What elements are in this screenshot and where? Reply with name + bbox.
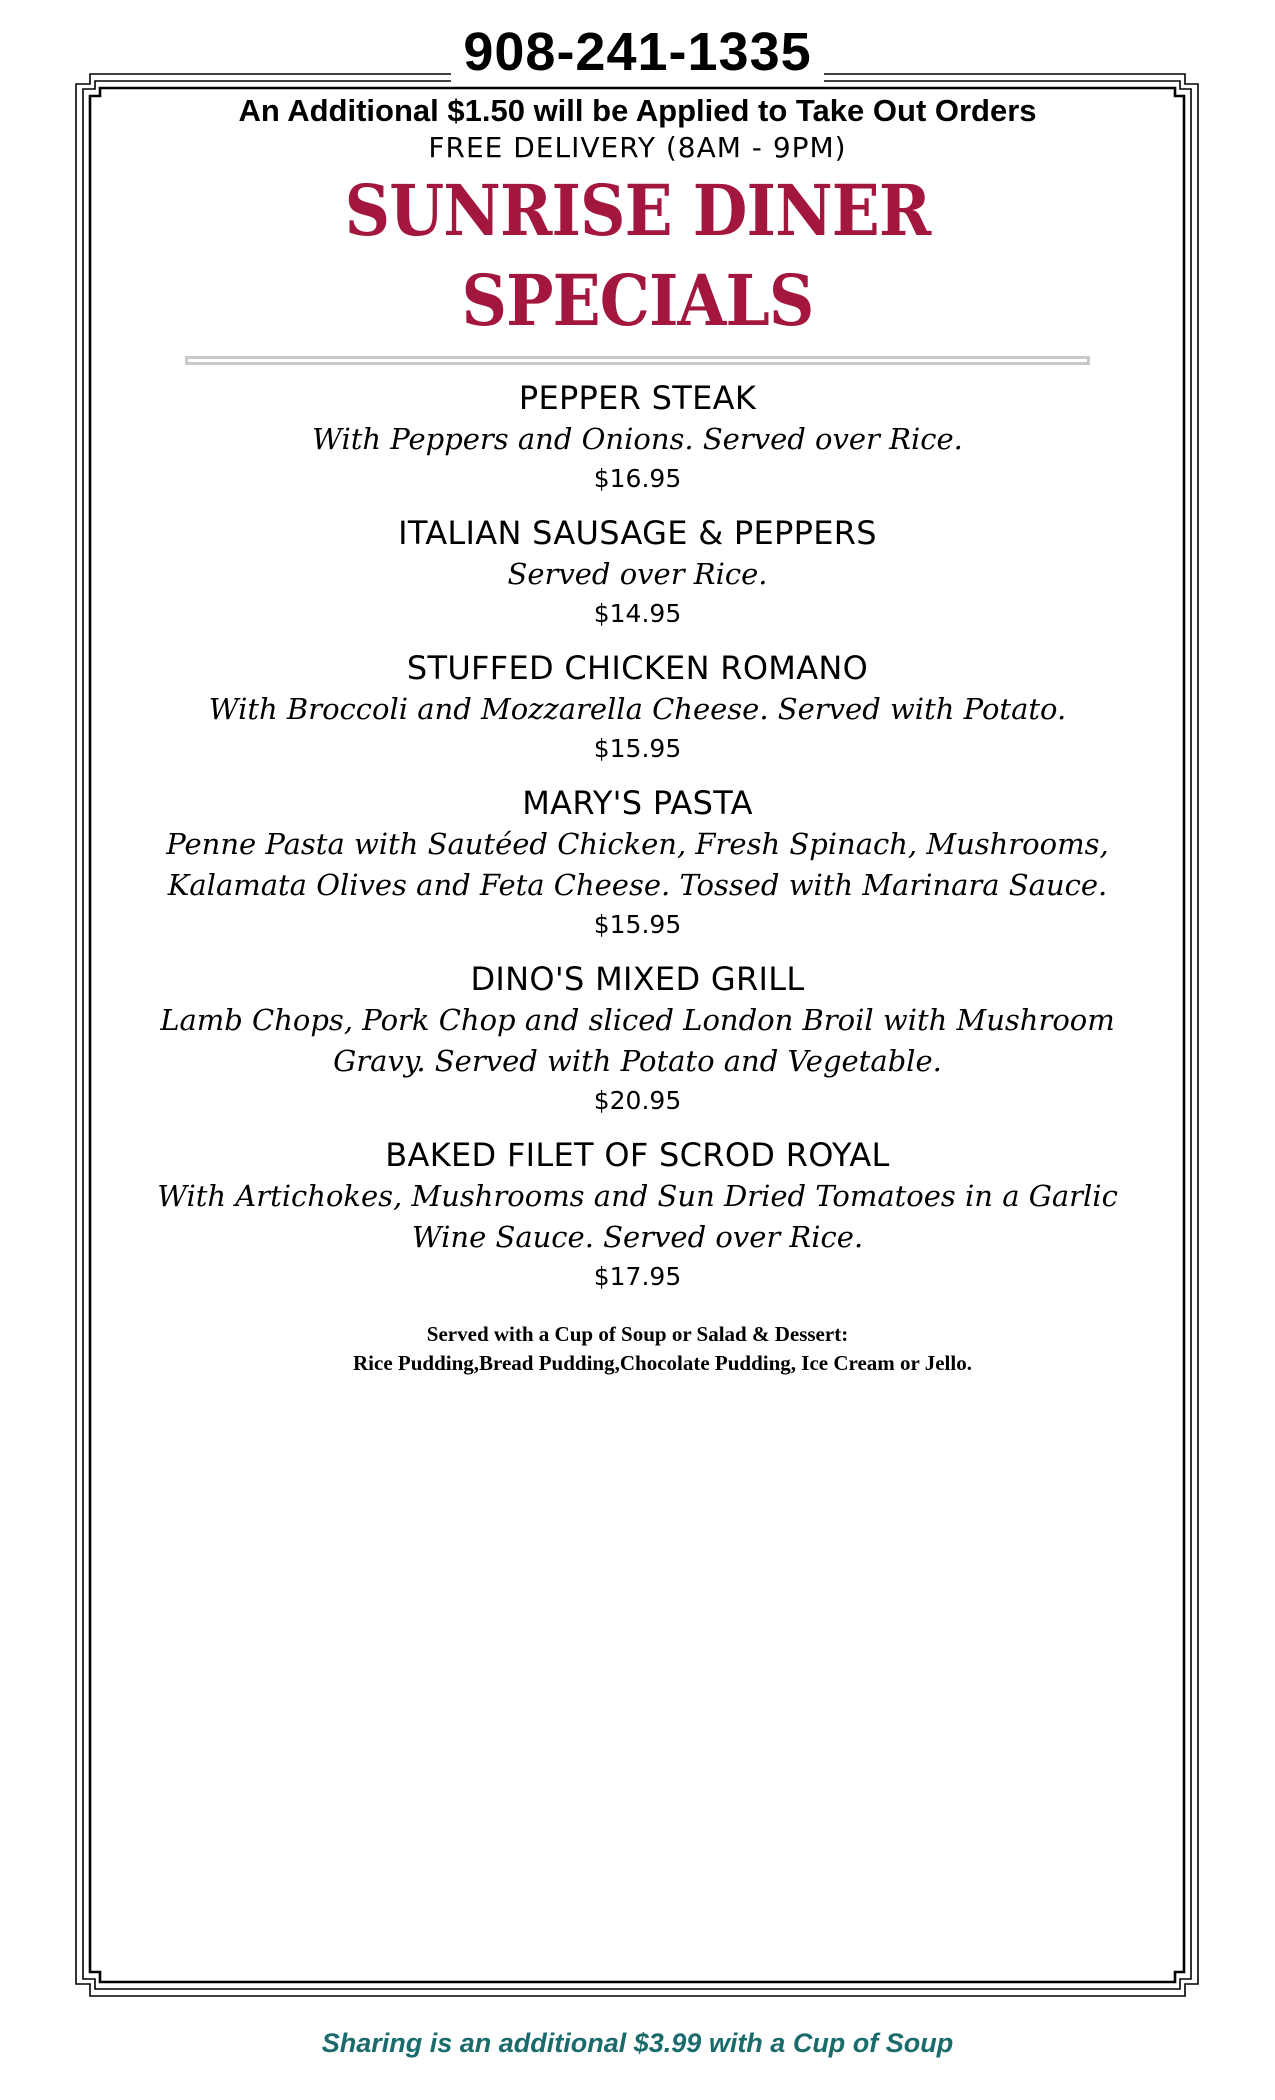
specials-list (110, 377, 1165, 1296)
item-description: Served over Rice. (507, 557, 768, 591)
phone-number (0, 22, 1275, 82)
item-name: MARY'S PASTA (522, 784, 753, 822)
sharing-surcharge-note: Sharing is an additional $3.99 with a Cup of Soup (321, 2028, 954, 2058)
item-description: With Artichokes, Mushrooms and Sun Dried Tomatoes in a Garlic Wine Sauce. Served over Rice. (157, 1179, 1118, 1254)
item-name: BAKED FILET OF SCROD ROYAL (385, 1136, 890, 1174)
takeout-surcharge-note: An Additional $1.50 will be Applied to Take Out Orders (238, 93, 1037, 128)
free-delivery-note: FREE DELIVERY (8AM - 9PM) (428, 131, 847, 164)
served-with-line-2: Rice Pudding,Bread Pudding,Chocolate Pudding, Ice Cream or Jello. (353, 1351, 972, 1375)
item-price: $15.95 (593, 734, 682, 763)
menu-item (110, 958, 1165, 1120)
menu-item (110, 377, 1165, 498)
item-name: STUFFED CHICKEN ROMANO (406, 649, 869, 687)
menu-content (110, 92, 1165, 1378)
menu-item (110, 512, 1165, 633)
item-price: $14.95 (593, 599, 682, 628)
item-description: With Peppers and Onions. Served over Rice. (312, 422, 963, 456)
title-divider (185, 356, 1090, 365)
item-price: $17.95 (593, 1262, 682, 1291)
item-description: With Broccoli and Mozzarella Cheese. Served with Potato. (208, 692, 1067, 726)
item-description: Lamb Chops, Pork Chop and sliced London Broil with Mushroom Gravy. Served with Potato and Vegetable. (160, 1003, 1115, 1078)
item-name: DINO'S MIXED GRILL (470, 960, 805, 998)
item-price: $20.95 (593, 1086, 682, 1115)
phone-number-text: 908-241-1335 (451, 22, 823, 82)
item-price: $15.95 (593, 910, 682, 939)
item-description: Penne Pasta with Sautéed Chicken, Fresh Spinach, Mushrooms, Kalamata Olives and Feta Cheese. Tossed with Marinara Sauce. (166, 827, 1109, 902)
served-with-note (110, 1320, 1165, 1378)
item-name: ITALIAN SAUSAGE & PEPPERS (398, 514, 877, 552)
served-with-line-1: Served with a Cup of Soup or Salad & Dessert: (426, 1322, 849, 1346)
item-name: PEPPER STEAK (518, 379, 757, 417)
menu-item (110, 1134, 1165, 1296)
item-price: $16.95 (593, 464, 682, 493)
menu-item (110, 647, 1165, 768)
menu-item (110, 782, 1165, 944)
menu-title: SUNRISE DINER SPECIALS (344, 169, 931, 342)
